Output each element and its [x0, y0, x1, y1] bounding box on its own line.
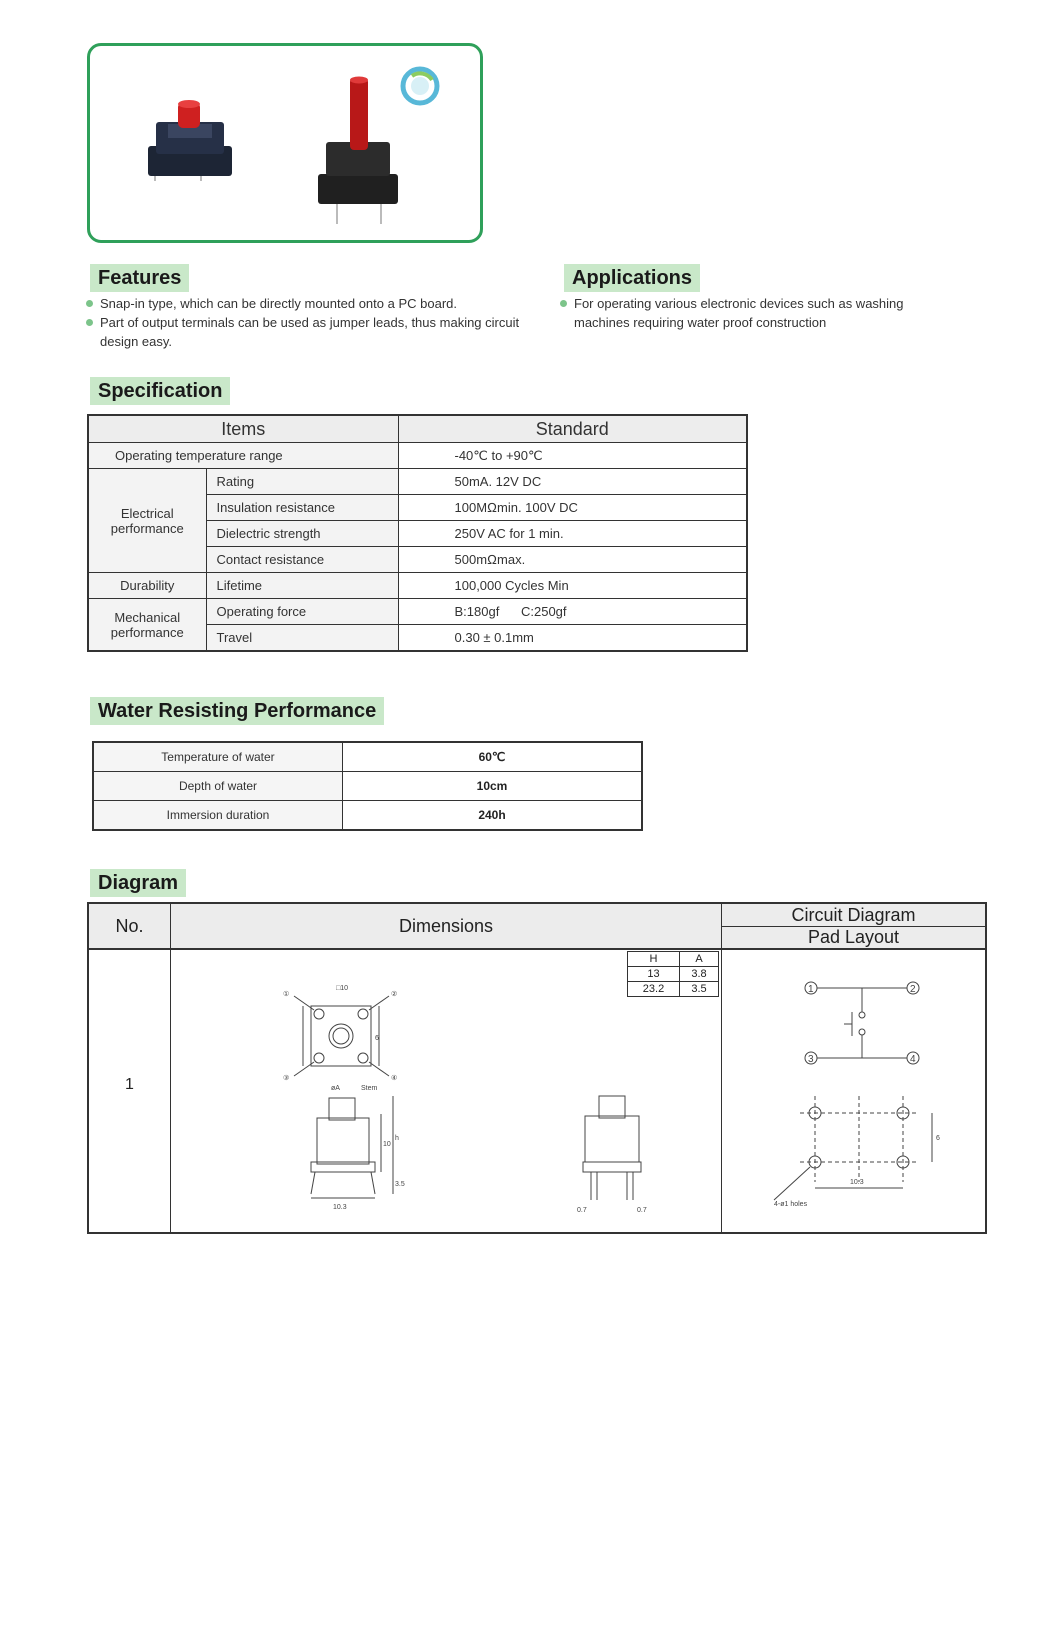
diagram-title: Diagram	[90, 869, 186, 897]
a-value: 3.5	[680, 982, 719, 997]
pad-label: 4-ø1 holes	[774, 1201, 808, 1208]
spec-group: Durability	[88, 573, 206, 599]
spec-value: 100,000 Cycles Min	[398, 573, 747, 599]
items-header: Items	[88, 415, 398, 443]
features-title: Features	[90, 264, 189, 292]
table-row	[88, 469, 747, 495]
dim-label: 0.7	[577, 1207, 587, 1214]
table-row	[93, 742, 642, 772]
spec-value: -40℃ to +90℃	[398, 443, 747, 469]
features-list	[86, 294, 546, 351]
spec-value: 0.30 ± 0.1mm	[398, 625, 747, 652]
dim-label: 3.5	[395, 1181, 405, 1188]
table-row	[88, 599, 747, 625]
water-label: Depth of water	[93, 772, 343, 801]
circuit-terminal: 4	[910, 1054, 916, 1065]
diagram-table	[87, 902, 987, 1234]
water-value: 60℃	[343, 742, 643, 772]
dim-label: 0.7	[637, 1207, 647, 1214]
switch-long-stem-image	[318, 77, 398, 225]
applications-list	[560, 294, 940, 332]
water-label: Temperature of water	[93, 742, 343, 772]
dim-label: 10	[383, 1141, 391, 1148]
table-row	[88, 415, 747, 443]
col-circuit-header: Circuit Diagram	[791, 905, 916, 925]
circuit-terminal: 2	[910, 984, 916, 995]
water-table	[92, 741, 643, 831]
table-row	[88, 443, 747, 469]
circuit-terminal: 3	[808, 1054, 814, 1065]
spec-value: 250V AC for 1 min.	[398, 521, 747, 547]
circuit-pad-drawing	[722, 950, 985, 1232]
spec-label: Dielectric strength	[206, 521, 398, 547]
spec-value: B:180gf C:250gf	[398, 599, 747, 625]
dim-label: ④	[391, 1075, 398, 1082]
spec-value: 100MΩmin. 100V DC	[398, 495, 747, 521]
a-header: A	[680, 952, 719, 967]
dim-label: □10	[336, 985, 349, 992]
spec-label: Operating temperature range	[88, 443, 398, 469]
pad-label: 6	[936, 1135, 940, 1142]
h-header: H	[628, 952, 680, 967]
dim-label: ①	[283, 991, 290, 998]
spec-group: Electrical performance	[88, 469, 206, 573]
dim-label: øA	[331, 1085, 340, 1092]
row-number: 1	[125, 1076, 134, 1093]
spec-label: Travel	[206, 625, 398, 652]
col-no-header: No.	[115, 916, 144, 936]
pad-label: 10.3	[850, 1179, 864, 1186]
specification-table	[87, 414, 748, 652]
water-value: 240h	[343, 801, 643, 831]
a-value: 3.8	[680, 967, 719, 982]
circuit-terminal: 1	[808, 984, 814, 995]
features-item: Part of output terminals can be used as jumper leads, thus making circuit design easy.	[86, 313, 546, 351]
table-row	[88, 573, 747, 599]
spec-label: Contact resistance	[206, 547, 398, 573]
spec-group: Mechanical performance	[88, 599, 206, 652]
applications-item: For operating various electronic devices such as washing machines requiring water proof construction	[560, 294, 940, 332]
table-row	[93, 801, 642, 831]
product-photo	[90, 46, 480, 240]
table-row	[93, 772, 642, 801]
standard-header: Standard	[398, 415, 747, 443]
dim-label: h	[395, 1135, 399, 1142]
specification-title: Specification	[90, 377, 230, 405]
spec-value: 50mA. 12V DC	[398, 469, 747, 495]
water-title: Water Resisting Performance	[90, 697, 384, 725]
h-value: 13	[628, 967, 680, 982]
spec-label: Insulation resistance	[206, 495, 398, 521]
spec-label: Rating	[206, 469, 398, 495]
waterproof-logo-icon	[403, 69, 437, 103]
water-value: 10cm	[343, 772, 643, 801]
dim-label: Stem	[361, 1085, 378, 1092]
dim-label: 10.3	[333, 1204, 347, 1211]
dim-label: ③	[283, 1075, 290, 1082]
dim-label: 6	[375, 1035, 379, 1042]
applications-title: Applications	[564, 264, 700, 292]
col-dimensions-header: Dimensions	[398, 916, 494, 936]
spec-value: 500mΩmax.	[398, 547, 747, 573]
dim-label: ②	[391, 991, 398, 998]
dimension-drawing	[171, 950, 721, 1232]
water-label: Immersion duration	[93, 801, 343, 831]
spec-label: Operating force	[206, 599, 398, 625]
spec-label: Lifetime	[206, 573, 398, 599]
col-pad-header: Pad Layout	[807, 927, 900, 947]
features-item: Snap-in type, which can be directly mounted onto a PC board.	[86, 294, 546, 313]
h-value: 23.2	[628, 982, 680, 997]
product-photo-frame	[87, 43, 483, 243]
switch-short-stem-image	[148, 100, 232, 181]
